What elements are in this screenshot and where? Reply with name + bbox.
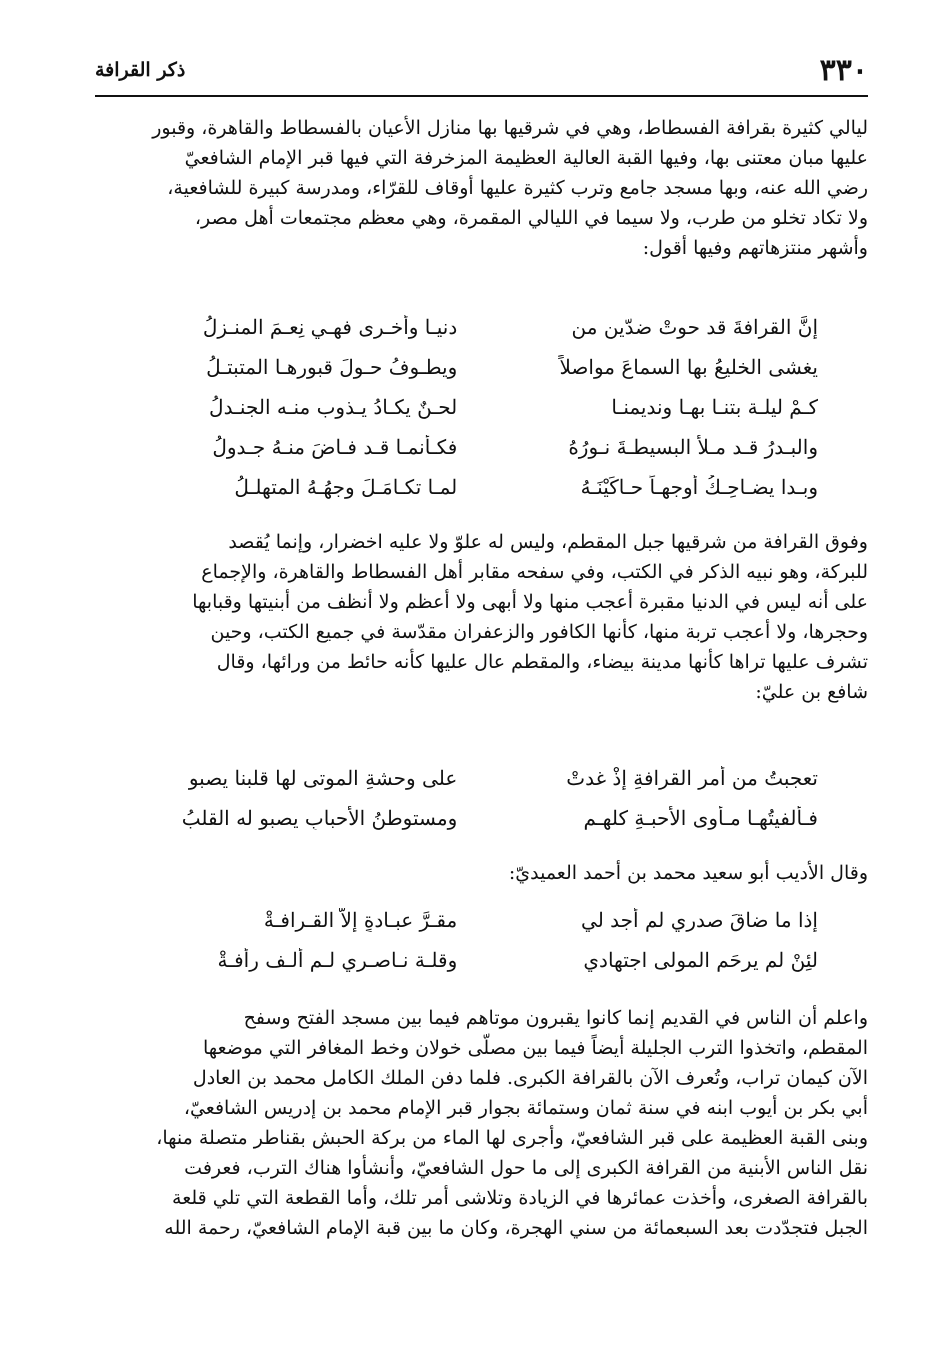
verse: [150, 347, 818, 387]
verse-second-half: ويطـوفُ حـولَ قبورهـا المتبتـلُ: [206, 355, 458, 379]
text-line: وبنى القبة العظيمة على قبر الشافعيّ، وأجرى لها الماء من بركة الحبش بقناطر متصلة منها،: [156, 1127, 868, 1149]
poem-2: [150, 758, 818, 838]
verse: [150, 798, 818, 838]
verse-first-half: إذا ما ضاقَ صدري لم أجد لي: [581, 908, 818, 932]
verse: [150, 427, 818, 467]
verse-first-half: إنَّ القرافةَ قد حوتْ ضدّينِ من: [571, 315, 818, 339]
verse: [150, 387, 818, 427]
verse: [150, 307, 818, 347]
poem-1: [150, 307, 818, 507]
verse-first-half: وبـدا يضـاحِـكُ أوجهـاً حـاكَيْنَـهُ: [580, 475, 818, 499]
verse: [150, 467, 818, 507]
text-line: تشرف عليها تراها كأنها مدينة بيضاء، والمقطم عال عليها كأنه حائط من ورائها، وقال: [216, 651, 868, 673]
verse-second-half: وقلـة نـاصـري لـم ألـف رأفـةْ: [217, 948, 458, 972]
text-line: وأشهر منتزهاتهم وفيها أقول:: [642, 237, 868, 259]
verse-first-half: والبـدرُ قـد مـلأ البسيطـةَ نـورُهُ: [568, 435, 818, 459]
text-line: واعلم أن الناس في القديم إنما كانوا يقبرون موتاهم فيما بين مسجد الفتح وسفح: [243, 1007, 868, 1029]
text-line: المقطم، واتخذوا الترب الجليلة أيضاً فيما بين مصلّى خولان وخط المغافر التي موضعها: [203, 1037, 868, 1059]
verse-second-half: على وحشةِ الموتى لها قلبنا يصبو: [188, 766, 458, 790]
text-line: الجبل فتجدّدت بعد السبعمائة من سني الهجرة، وكان ما بين قبة الإمام الشافعيّ، رحمة الله: [164, 1217, 868, 1239]
paragraph-2: [95, 527, 868, 707]
verse: [150, 940, 818, 980]
text-line: أبي بكر بن أيوب ابنه في سنة ثمان وستمائة بجوار قبر الإمام محمد بن إدريس الشافعيّ،: [183, 1097, 868, 1119]
text-line: وحجرها، ولا أعجب تربة منها، كأنها الكافور والزعفران مقدّسة في جميع الكتب، وحين: [210, 621, 868, 643]
paragraph-4: [95, 1003, 868, 1243]
verse-first-half: كـمْ ليلـة بتنـا بهـا ونديمنـا: [611, 395, 818, 419]
poem-3: [150, 900, 818, 980]
verse-second-half: فكـأنمـا قـد فـاضَ منـهُ جـدولُ: [212, 435, 458, 459]
header-rule: [95, 95, 868, 97]
text-line: للبركة، وهو نبيه الذكر في الكتب، وفي سفحه مقابر أهل الفسطاط والقاهرة، والإجماع: [201, 561, 868, 583]
verse-first-half: يغشى الخليعُ بها السماعَ مواصلاً: [559, 355, 818, 379]
text-line: ليالي كثيرة بقرافة الفسطاط، وهي في شرقيها بها منازل الأعيان بالفسطاط والقاهرة، وقبور: [152, 117, 868, 139]
text-line: بالقرافة الصغرى، وأخذت عمائرها في الزيادة وتلاشى أمر تلك، وأما القطعة التي تلي قلعة: [172, 1187, 868, 1209]
verse-second-half: مقـرَّ عبـادةٍ إلاّ القـرافـةْ: [263, 908, 458, 932]
page-header: [95, 48, 868, 92]
verse-second-half: ومستوطنُ الأحبابِ يصبو له القلبُ: [181, 806, 458, 830]
verse: [150, 758, 818, 798]
verse-second-half: لحـنٌ يكـادُ يـذوب منـه الجنـدلُ: [209, 395, 458, 419]
text-line: وقال الأديب أبو سعيد محمد بن أحمد العميديّ:: [508, 862, 868, 884]
page-number: ٣٣٠: [819, 52, 868, 88]
verse-second-half: دنيـا وأخـرى فهـي نِعـمَ المنـزلُ: [202, 315, 458, 339]
text-line: شافع بن عليّ:: [755, 681, 868, 703]
text-line: عليها مبان معتنى بها، وفيها القبة العالية العظيمة المزخرفة التي فيها قبر الإمام الشافعيّ: [184, 147, 868, 169]
verse-first-half: تعجبتُ من أمرِ القرافةِ إذْ غدتْ: [566, 766, 818, 790]
text-line: وفوق القرافة من شرقيها جبل المقطم، وليس له علوّ ولا عليه اخضرار، وإنما يُقصد: [228, 531, 868, 553]
paragraph-1: [95, 113, 868, 263]
verse-second-half: لمـا تكـامَـلَ وجهُـهُ المتهلـلُ: [234, 475, 458, 499]
text-line: ولا تكاد تخلو من طرب، ولا سيما في الليالي المقمرة، وهي معظم مجتمعات أهل مصر،: [194, 207, 868, 229]
text-line: على أنه ليس في الدنيا مقبرة أعجب منها ولا أبهى ولا أعظم ولا أنظف من أبنيتها وقبابها: [192, 591, 868, 613]
running-title: ذكر القرافة: [95, 59, 186, 81]
verse: [150, 900, 818, 940]
verse-first-half: فـألفيتُهـا مـأوى الأحبـةِ كلهـم: [583, 806, 818, 830]
paragraph-3: [95, 858, 868, 888]
text-line: الآن كيمان تراب، وتُعرف الآن بالقرافة الكبرى. فلما دفن الملك الكامل محمد بن العادل: [192, 1067, 868, 1089]
verse-first-half: لئِنْ لم يرحَمِ المولى اجتهادي: [583, 948, 818, 972]
text-line: رضي الله عنه، وبها مسجد جامع وترب كثيرة عليها أوقاف للقرّاء، ومدرسة كبيرة للشافعية،: [167, 177, 868, 199]
text-line: نقل الناس الأبنية من القرافة الكبرى إلى ما حول الشافعيّ، وأنشأوا هناك الترب، فعرفت: [184, 1157, 868, 1179]
